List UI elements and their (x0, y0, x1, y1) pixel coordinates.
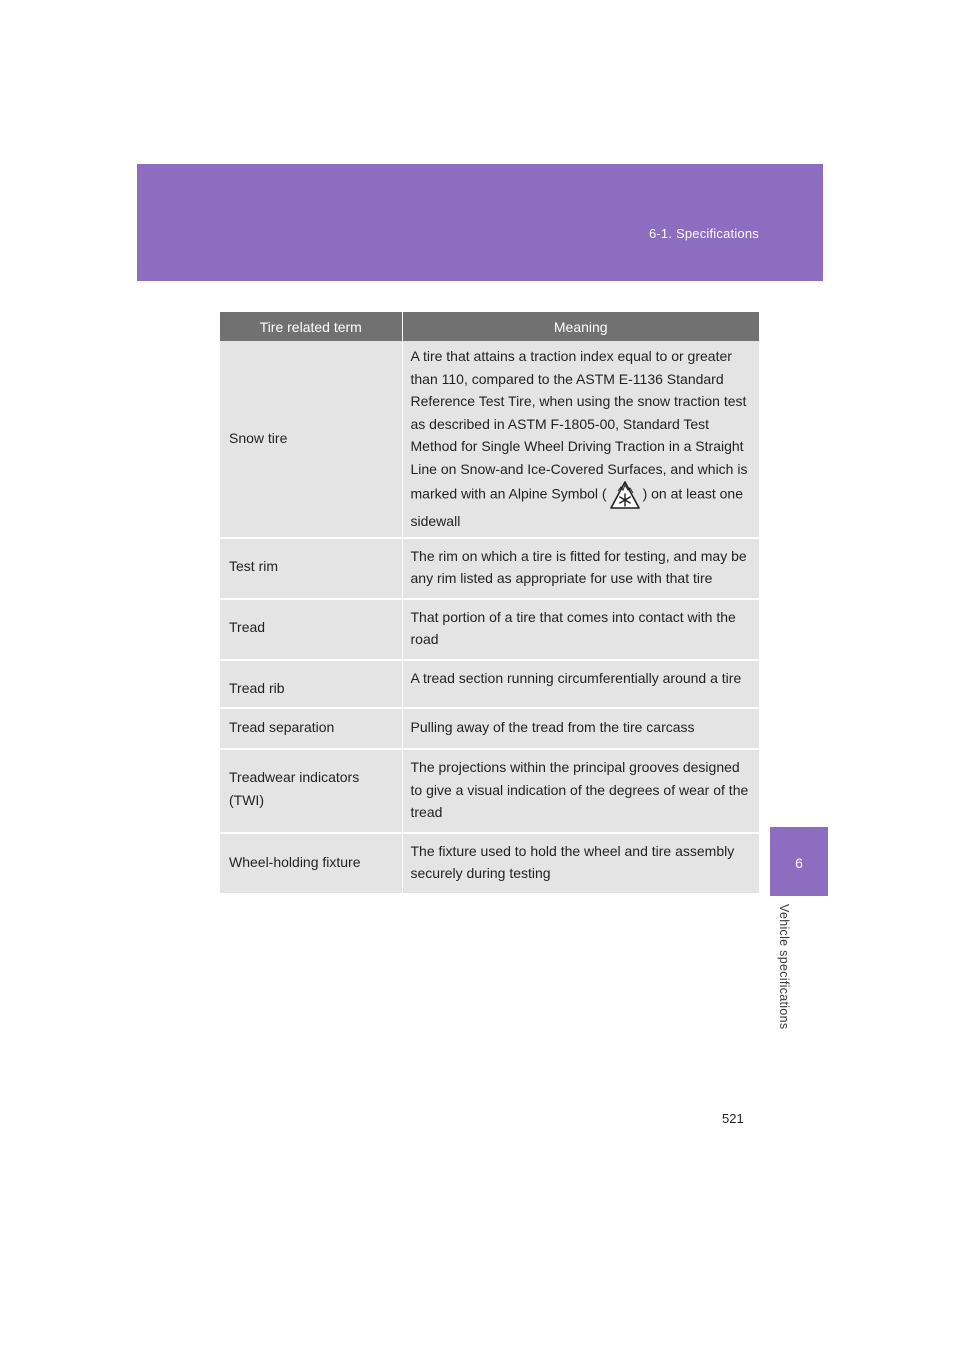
table-row (220, 833, 759, 894)
header-band (137, 164, 823, 281)
meaning-cell: The rim on which a tire is fitted for testing, and may be any rim listed as appropriate for use with that tire (402, 538, 759, 599)
table-row (220, 599, 759, 660)
table-header-row (220, 312, 759, 341)
column-header-meaning: Meaning (402, 312, 759, 341)
alpine-snowflake-mountain-icon (609, 480, 641, 510)
term-cell: Wheel-holding fixture (220, 833, 402, 894)
meaning-text-before-icon: A tire that attains a traction index equal to or greater than 110, compared to the ASTM E-1136 Standard Reference Test Tire, when using the snow traction test as described in ASTM F-1805-00, Standard Test Method for Single Wheel Driving Traction in a Straight Line on Snow-and Ice-Covered Surfaces, and which is marked with an Alpine Symbol ( (410, 348, 748, 502)
meaning-cell: A tread section running circumferentially around a tire (402, 660, 759, 709)
table-row (220, 708, 759, 749)
table-row (220, 341, 759, 538)
meaning-text-after-icon: ) on at least one sidewall (410, 485, 743, 529)
term-cell: Test rim (220, 538, 402, 599)
term-cell: Tread separation (220, 708, 402, 749)
term-cell: Tread rib (220, 660, 402, 709)
meaning-cell: Pulling away of the tread from the tire carcass (402, 708, 759, 749)
meaning-cell: The projections within the principal grooves designed to give a visual indication of the degrees of wear of the tread (402, 749, 759, 833)
tire-terms-table (220, 312, 759, 895)
chapter-label: Vehicle specifications (777, 904, 791, 1030)
page-number: 521 (722, 1111, 744, 1126)
term-cell: Snow tire (220, 341, 402, 538)
term-cell: Treadwear indicators (TWI) (220, 749, 402, 833)
chapter-tab[interactable] (770, 827, 828, 896)
column-header-term: Tire related term (220, 312, 402, 341)
term-cell: Tread (220, 599, 402, 660)
table-row (220, 749, 759, 833)
meaning-cell: That portion of a tire that comes into contact with the road (402, 599, 759, 660)
meaning-cell: The fixture used to hold the wheel and tire assembly securely during testing (402, 833, 759, 894)
section-title: 6-1. Specifications (648, 226, 759, 241)
meaning-cell (402, 341, 759, 538)
table-row (220, 660, 759, 709)
chapter-number: 6 (795, 855, 803, 871)
table-row (220, 538, 759, 599)
